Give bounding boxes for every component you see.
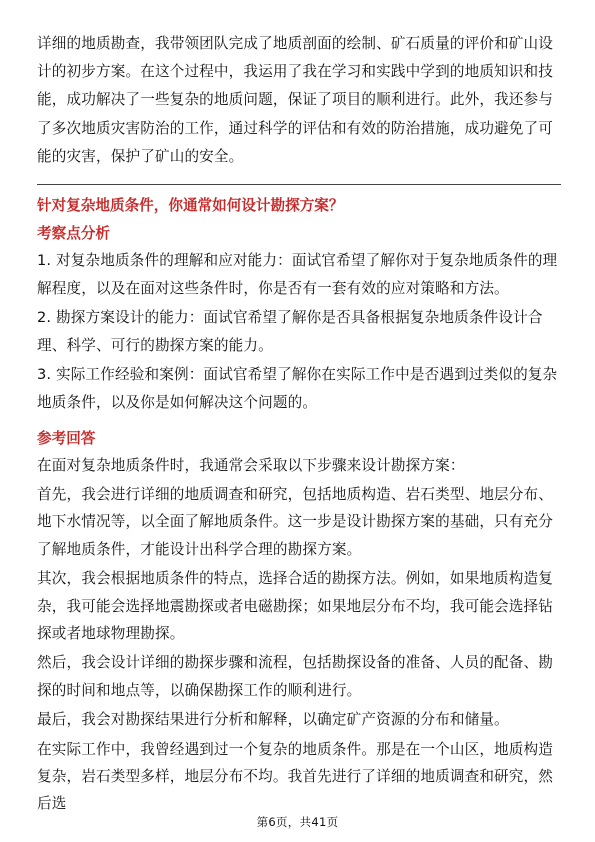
analysis-item: 1. 对复杂地质条件的理解和应对能力：面试官希望了解你对于复杂地质条件的理解程度，以及在面对这些条件时，你是否有一套有效的应对策略和方法。: [37, 252, 558, 297]
page-content: [37, 30, 561, 820]
answer-paragraph: 在实际工作中，我曾经遇到过一个复杂的地质条件。那是在一个山区，地质构造复杂，岩石类型多样，地层分布不均。我首先进行了详细的地质调查和研究，然后选: [37, 740, 554, 813]
answer-paragraph: 在面对复杂地质条件时，我通常会采取以下步骤来设计勘探方案：: [37, 456, 465, 474]
section-divider: [37, 184, 561, 185]
answer-paragraph: 首先，我会进行详细的地质调查和研究，包括地质构造、岩石类型、地层分布、地下水情况等，以全面了解地质条件。这一步是设计勘探方案的基础，只有充分了解地质条件，才能设计出科学合理的勘探方案。: [37, 485, 554, 558]
answer-paragraph: 其次，我会根据地质条件的特点，选择合适的勘探方法。例如，如果地质构造复杂，我可能会选择地震勘探或者电磁勘探；如果地层分布不均，我可能会选择钻探或者地球物理勘探。: [37, 570, 554, 643]
analysis-section: [37, 222, 561, 417]
answer-paragraph: 然后，我会设计详细的勘探步骤和流程，包括勘探设备的准备、人员的配备、勘探的时间和地点等，以确保勘探工作的顺利进行。: [37, 654, 554, 699]
answer-title: 参考回答: [37, 429, 96, 447]
analysis-item: 2. 勘探方案设计的能力：面试官希望了解你是否具备根据复杂地质条件设计合理、科学、可行的勘探方案的能力。: [37, 309, 543, 354]
answer-paragraph: 最后，我会对勘探结果进行分析和解释，以确定矿产资源的分布和储量。: [37, 711, 509, 729]
analysis-item: 3. 实际工作经验和案例：面试官希望了解你在实际工作中是否遇到过类似的复杂地质条件，以及你是如何解决这个问题的。: [37, 366, 558, 411]
intro-section: [37, 30, 561, 171]
intro-paragraph: 详细的地质勘查，我带领团队完成了地质剖面的绘制、矿石质量的评价和矿山设计的初步方案。在这个过程中，我运用了我在学习和实践中学到的地质知识和技能，成功解决了一些复杂的地质问题，保证了项目的顺利进行。此外，我还参与了多次地质灾害防治的工作，通过科学的评估和有效的防治措施，成功避免了可能的灾害，保护了矿山的安全。: [37, 35, 554, 165]
question-heading: 针对复杂地质条件，你通常如何设计勘探方案？: [37, 197, 344, 215]
page-number-footer: 第6页，共41页: [256, 815, 339, 829]
answer-section: [37, 427, 561, 818]
analysis-title: 考察点分析: [37, 225, 110, 243]
